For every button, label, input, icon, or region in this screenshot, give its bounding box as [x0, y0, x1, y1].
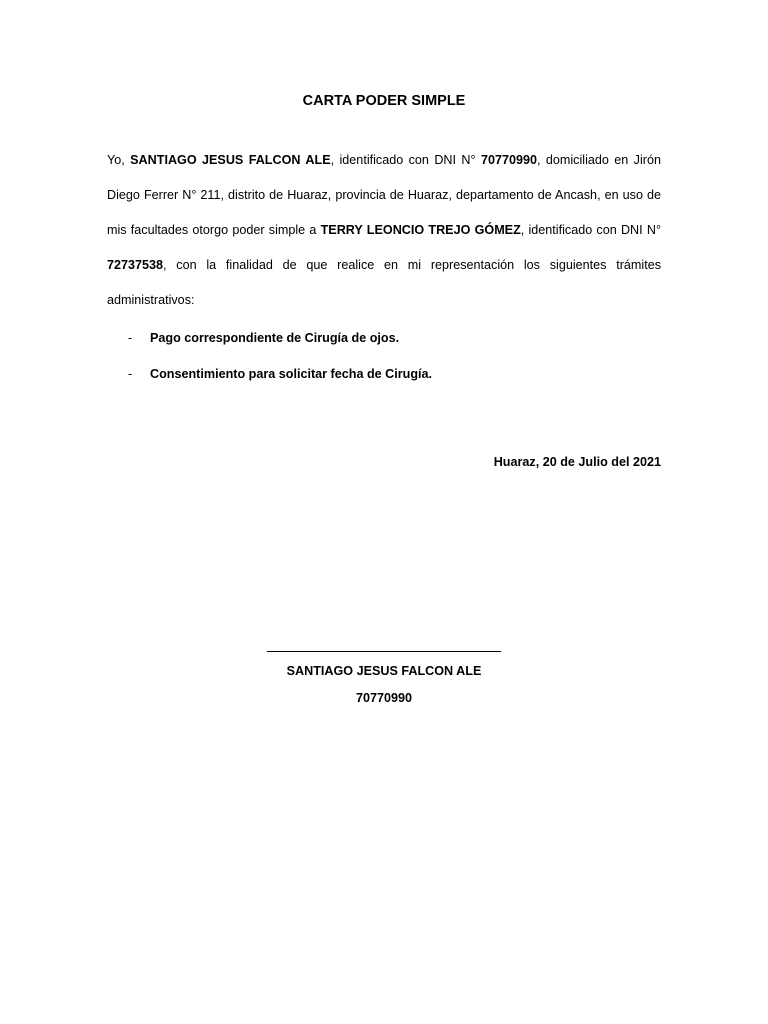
paragraph-text-1: Yo, — [107, 153, 131, 167]
document-title: CARTA PODER SIMPLE — [302, 93, 466, 109]
signature-line — [267, 651, 501, 652]
list-bullet: - — [128, 331, 133, 345]
list-item — [107, 329, 399, 347]
grantee-dni: 72737538 — [107, 258, 164, 272]
grantor-dni: 70770990 — [480, 153, 537, 167]
list-item-text: Consentimiento para solicitar fecha de Cirugía. — [150, 367, 433, 381]
list-item-text: Pago correspondiente de Cirugía de ojos. — [150, 331, 400, 345]
signature-name: SANTIAGO JESUS FALCON ALE — [286, 664, 482, 678]
paragraph-text-2: , identificado con DNI N° — [330, 153, 481, 167]
list-item — [107, 365, 432, 383]
document-date: Huaraz, 20 de Julio del 2021 — [493, 455, 661, 469]
signature-dni: 70770990 — [355, 691, 413, 705]
body-paragraph — [107, 143, 661, 318]
paragraph-text-3: , domiciliado en Jirón Diego Ferrer N° 211, distrito de Huaraz, provincia de Huaraz, departamento de Ancash, en uso de mis facultades otorgo poder simple a — [107, 153, 661, 237]
paragraph-text-4: , identificado con DNI N° — [520, 223, 661, 237]
list-bullet: - — [128, 367, 133, 381]
grantor-name: SANTIAGO JESUS FALCON ALE — [130, 153, 331, 167]
paragraph-text-5: , con la finalidad de que realice en mi representación los siguientes trámites administrativos: — [107, 258, 661, 307]
grantee-name: TERRY LEONCIO TREJO GÓMEZ — [320, 223, 521, 237]
